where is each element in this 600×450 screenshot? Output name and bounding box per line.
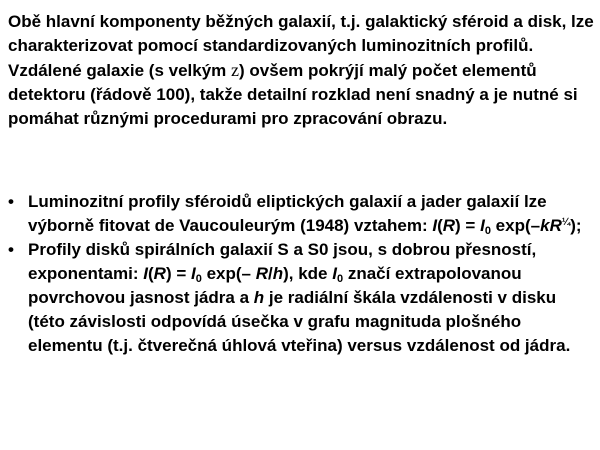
bullet-text: Luminozitní profily sféroidů eliptických galaxií a jader galaxií lze výborně fitovat de Vaucouleurým (1948) vztahem: [28,192,547,235]
formula-exp: exp(– [201,264,256,283]
formula-h: h [272,264,284,283]
formula-paren: ( [437,216,443,235]
formula-power: ¼ [561,217,571,228]
formula-sub0b: 0 [336,273,344,285]
bullet-text-2: značí extrapolovanou povrchovou jasnost jádra a [28,264,522,307]
formula-R2: R [255,264,268,283]
formula-sub0: 0 [484,225,491,237]
formula-end: ); [570,216,582,235]
formula-I: I [432,216,438,235]
formula-R2: R [549,216,562,235]
bullet-icon: • [8,240,14,259]
formula-close: ), kde [283,264,333,283]
bullet-item-disk [8,238,596,358]
formula-R: R [442,216,456,235]
formula-I: I [143,264,148,283]
formula-eq: ) = [455,216,481,235]
bullet-text-1: Profily disků spirálních galaxií S a S0 jsou, s dobrou přesností, exponentami: [28,240,537,283]
formula-eq: ) = [165,264,191,283]
intro-paragraph [8,10,596,131]
formula-paren: ( [147,264,154,283]
bullet-item-spheroid [8,190,596,238]
bullet-icon: • [8,192,14,211]
formula-exp: exp(– [490,216,541,235]
intro-text-2: ) ovšem pokrýjí malý počet elementů detektoru (řádově 100), takže detailní rozklad není snadný a je nutné si pomáhat různými procedurami pro zpracování obrazu. [8,61,578,128]
formula-R: R [153,264,166,283]
formula-k: k [540,216,550,235]
bullet-text-3: je radiální škála vzdálenosti v disku (této závislosti odpovídá úsečka v grafu magnituda plošného elementu (t.j. čtverečná úhlová vteřina) versus vzdálenost od jádra. [28,288,571,355]
redshift-symbol: z [231,60,240,80]
formula-sub0: 0 [195,273,202,285]
formula-slash: / [267,264,273,283]
formula-h2: h [253,288,265,307]
bullet-list [8,190,596,358]
formula-I0: I [190,264,196,283]
formula-I0: I [480,216,485,235]
intro-text-1: Obě hlavní komponenty běžných galaxií, t.j. galaktický sféroid a disk, lze charakterizovat pomocí standardizovaných luminozitních profilů. Vzdálené galaxie (s velkým [8,12,594,80]
formula-I0b: I [332,264,337,283]
